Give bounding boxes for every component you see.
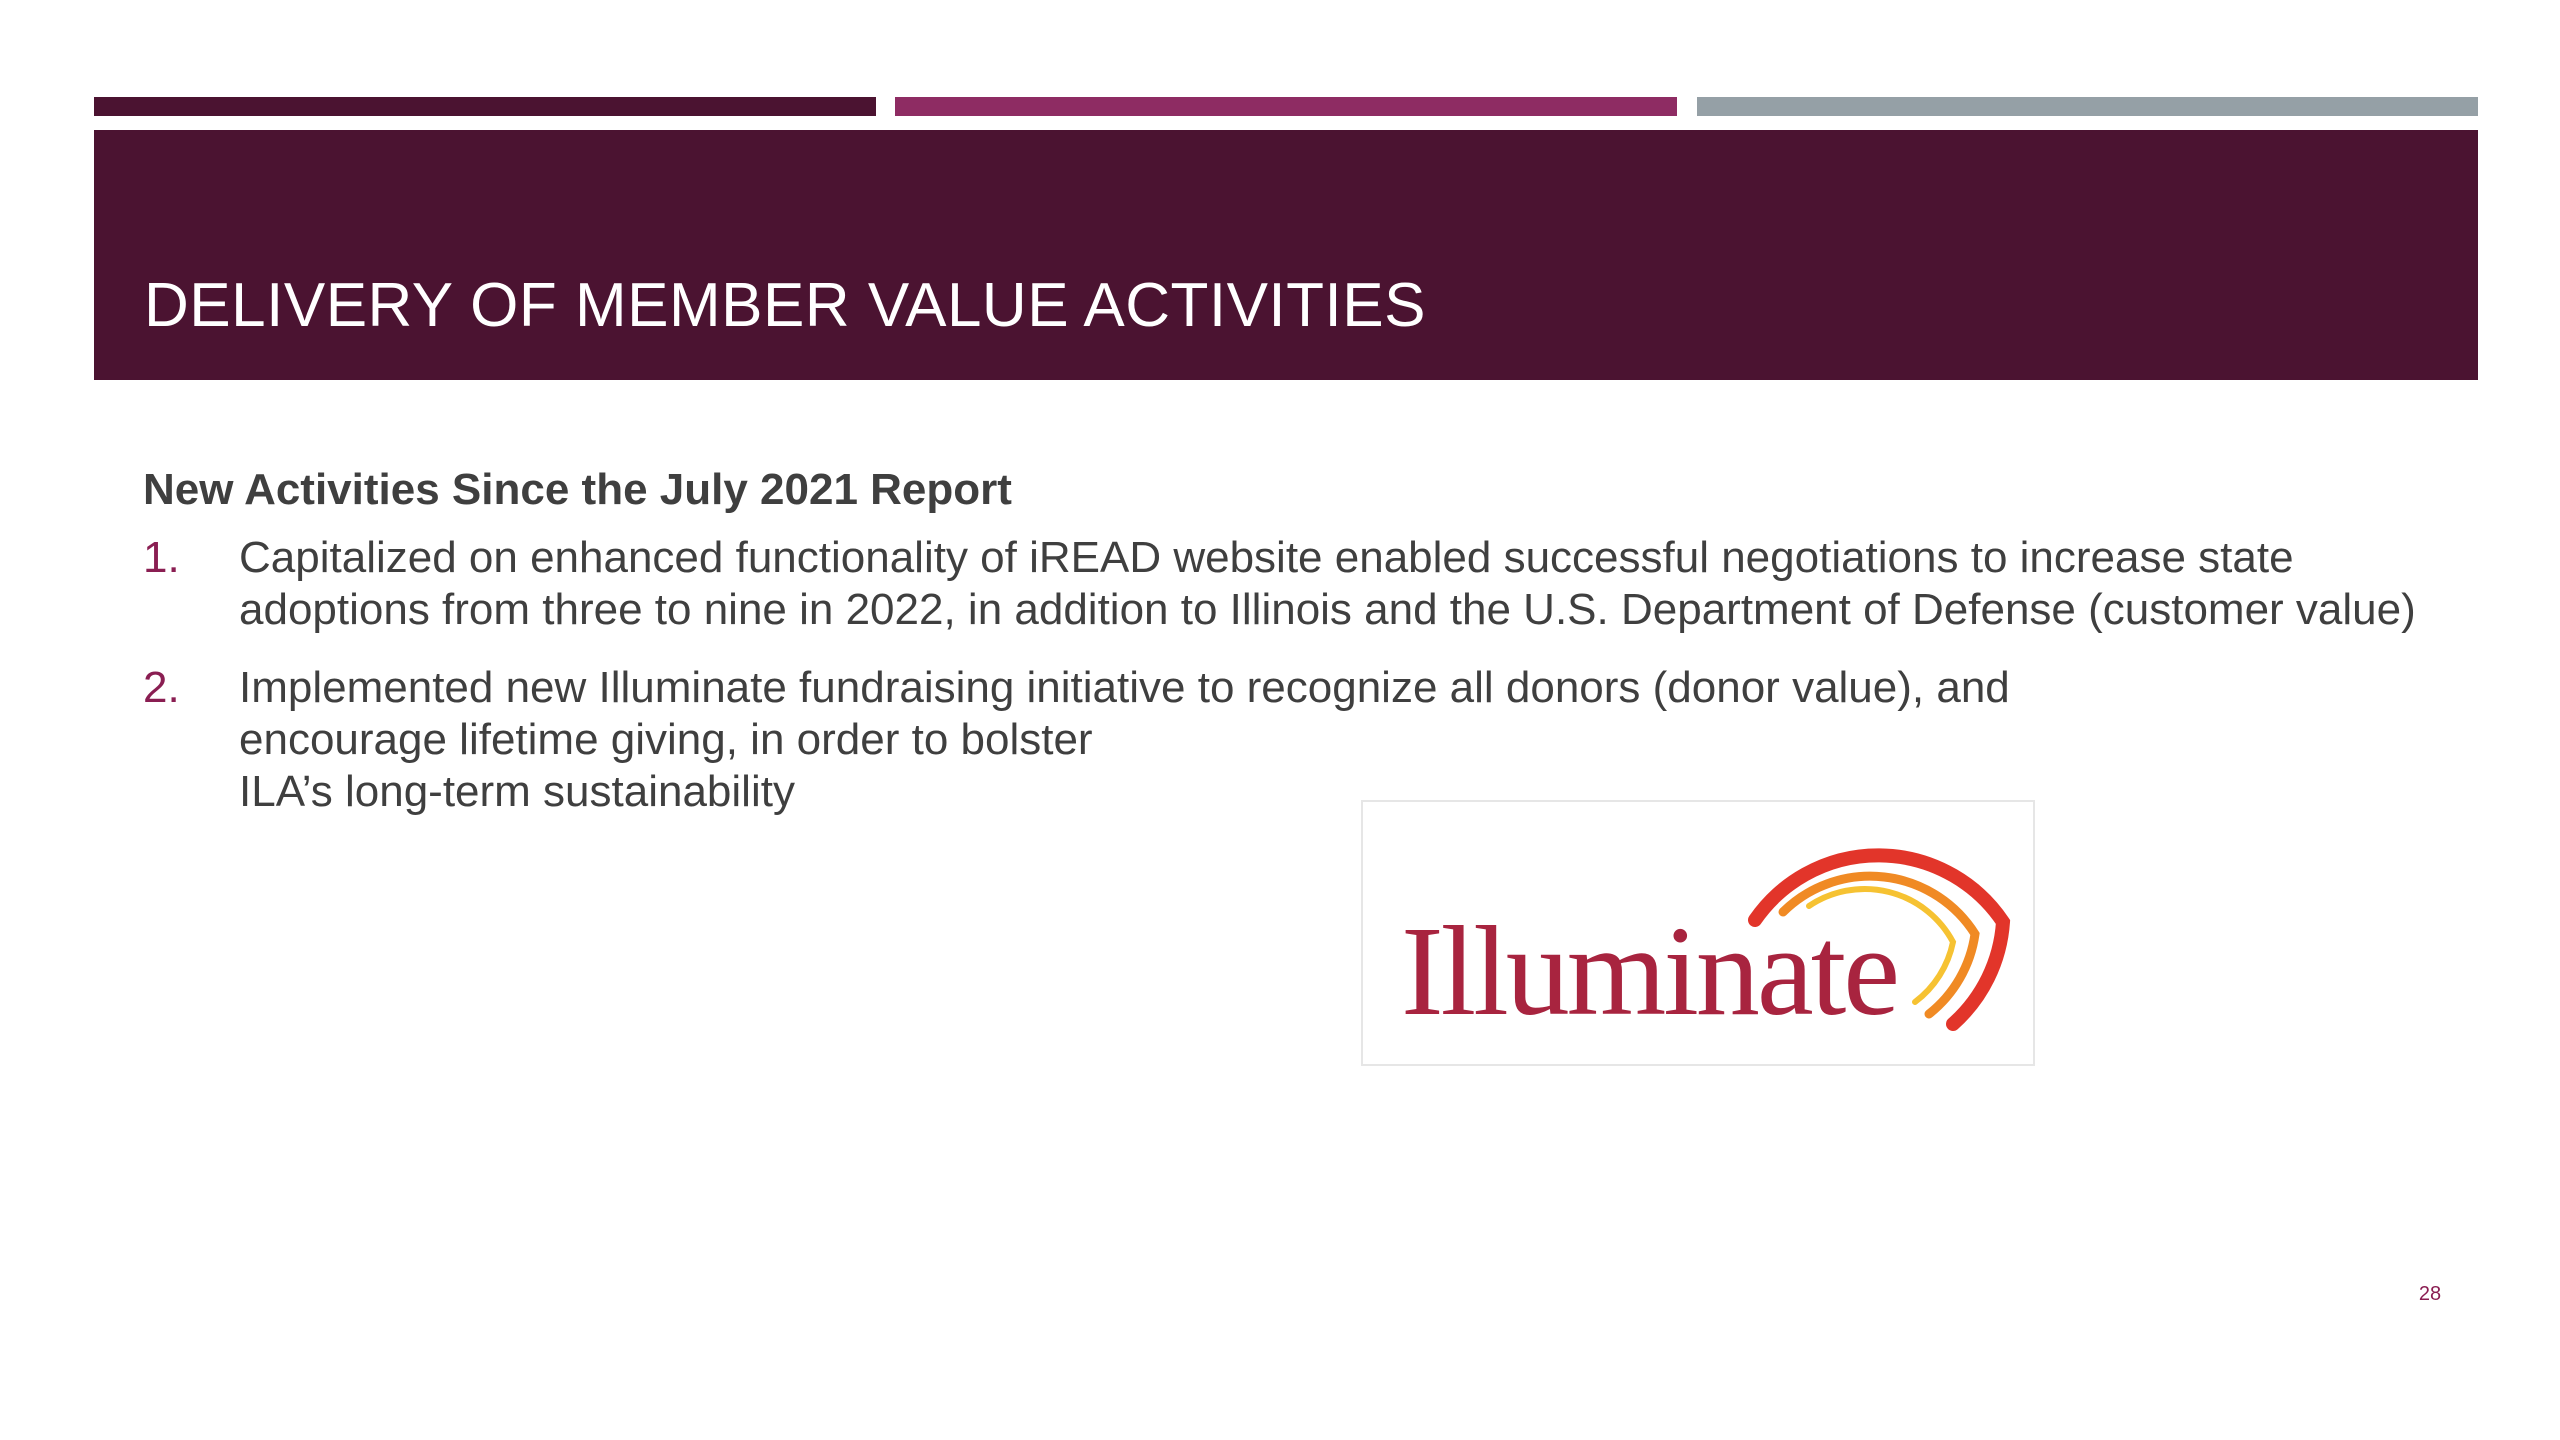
list-item-number: 1.	[143, 533, 180, 582]
subheading: New Activities Since the July 2021 Report	[143, 465, 1012, 514]
list-item-line: ILA’s long-term sustainability	[239, 767, 795, 816]
list-item-number: 2.	[143, 663, 180, 712]
accent-bar-gray	[1697, 97, 2478, 116]
accent-bar-dark	[94, 97, 876, 116]
list-item	[143, 662, 2443, 818]
list-item-text: Capitalized on enhanced functionality of iREAD website enabled successful negotiations to increase state adoptions from three to nine in 2022, in addition to Illinois and the U.S. Department of Defense (customer value)	[239, 533, 2416, 634]
list-item-line: encourage lifetime giving, in order to bolster	[239, 715, 1093, 764]
illuminate-arcs-logo	[1363, 802, 2033, 1064]
list-item-text	[239, 662, 2389, 818]
logo-wordmark: Illuminate	[1401, 900, 1898, 1042]
list-item	[143, 532, 2443, 636]
slide-content	[143, 460, 2443, 844]
list-item-line: Implemented new Illuminate fundraising initiative to recognize all donors (donor value), and	[239, 663, 2010, 712]
slide-title: DELIVERY OF MEMBER VALUE ACTIVITIES	[144, 271, 1426, 340]
title-band	[94, 130, 2478, 380]
illuminate-logo	[1361, 800, 2035, 1066]
accent-bar-magenta	[895, 97, 1677, 116]
page-number: 28	[2418, 1283, 2442, 1305]
activity-list	[143, 532, 2443, 818]
